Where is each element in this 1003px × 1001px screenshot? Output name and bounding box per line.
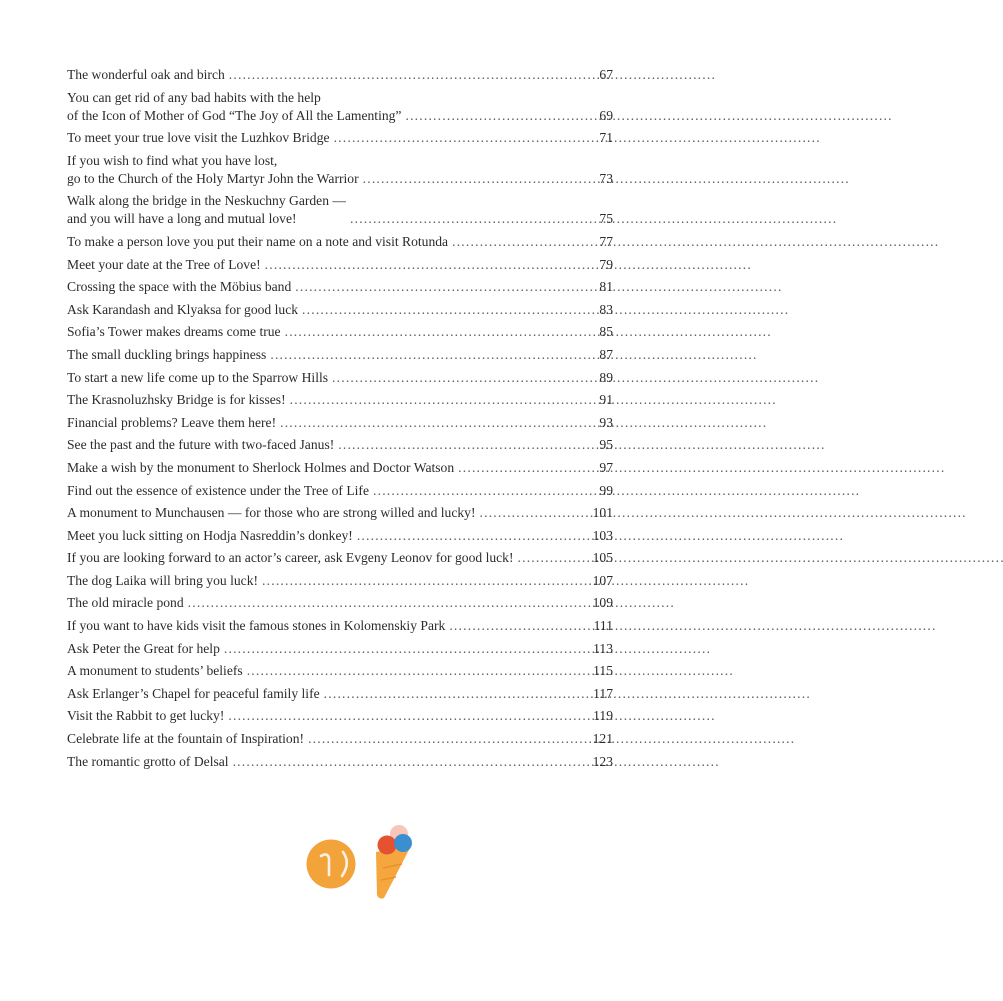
- toc-entry-page-number: 97: [599, 459, 613, 475]
- toc-entry-page-number: 91: [599, 392, 613, 408]
- toc-entry-title: Walk along the bridge in the Neskuchny Garden — and you will have a long and mutual love!: [67, 193, 347, 227]
- toc-entry-title: You can get rid of any bad habits with the help of the Icon of Mother of God “The Joy of All the Lamenting”: [67, 89, 402, 123]
- toc-entry-page-number: 79: [599, 256, 613, 272]
- toc-entry-title: If you wish to find what you have lost, go to the Church of the Holy Martyr John the Warrior: [67, 152, 359, 186]
- toc-entry-page-number: 67: [599, 67, 613, 82]
- toc-entry-title: A monument to Munchausen — for those who are strong willed and lucky!: [67, 505, 476, 521]
- toc-entry-page-number: 85: [599, 324, 613, 340]
- toc-entry-page-number: 123: [592, 753, 613, 769]
- toc-entry-title: Sofia’s Tower makes dreams come true: [67, 324, 281, 340]
- toc-entry-title: If you are looking forward to an actor’s career, ask Evgeny Leonov for good luck!: [67, 550, 514, 566]
- toc-entry-title: Financial problems? Leave them here!: [67, 414, 277, 430]
- toc-entry-page-number: 105: [592, 550, 613, 566]
- toc-entry-page-number: 115: [593, 663, 613, 679]
- toc-entry-title: Ask Karandash and Klyaksa for good luck: [67, 301, 299, 317]
- toc-entry-page-number: 99: [599, 482, 613, 498]
- toc-entry-title: The small duckling brings happiness: [67, 346, 267, 362]
- toc-entry-title: Find out the essence of existence under the Tree of Life: [67, 482, 369, 498]
- toc-entry-title: The old miracle pond: [67, 595, 184, 611]
- toc-entry-title: Make a wish by the monument to Sherlock Holmes and Doctor Watson: [67, 459, 455, 475]
- coin-icon: [307, 840, 356, 889]
- toc-entry-page-number: 121: [592, 731, 613, 747]
- toc-entry-page-number: 111: [593, 618, 613, 634]
- toc-entry-title: Visit the Rabbit to get lucky!: [67, 708, 225, 724]
- toc-entry-page-number: 73: [599, 170, 613, 186]
- toc-entry-page-number: 69: [599, 107, 613, 123]
- toc-entry-title: Ask Erlanger’s Chapel for peaceful family life: [67, 685, 320, 701]
- toc-entry-page-number: 95: [599, 437, 613, 453]
- toc-entry-title: The romantic grotto of Delsal: [67, 753, 229, 769]
- toc-entry-title: The wonderful oak and birch: [67, 67, 225, 82]
- toc-entry-title: To meet your true love visit the Luzhkov Bridge: [67, 130, 330, 146]
- toc-entry-title: The dog Laika will bring you luck!: [67, 572, 259, 588]
- toc-entry-title: To start a new life come up to the Sparrow Hills: [67, 369, 329, 385]
- toc-entry-page-number: 119: [593, 708, 613, 724]
- toc-entry-title: Crossing the space with the Möbius band: [67, 279, 292, 295]
- toc-entry-title: A monument to students’ beliefs: [67, 663, 243, 679]
- toc-entry-title: See the past and the future with two-faced Janus!: [67, 437, 335, 453]
- toc-entry-title: Meet your date at the Tree of Love!: [67, 256, 261, 272]
- toc-entry-title: If you want to have kids visit the famous stones in Kolomenskiy Park: [67, 618, 446, 634]
- toc-entry-page-number: 107: [592, 572, 613, 588]
- toc-entry-page-number: 113: [593, 640, 613, 656]
- toc-entry-title: The Krasnoluzhsky Bridge is for kisses!: [67, 392, 286, 408]
- toc-entry-page-number: 117: [593, 685, 613, 701]
- ice-cream-cone-icon: [376, 825, 412, 899]
- toc-entry-page-number: 71: [599, 130, 613, 146]
- toc-entry-page-number: 87: [599, 346, 613, 362]
- toc-entry-page-number: 77: [599, 233, 613, 249]
- toc-entry-page-number: 93: [599, 414, 613, 430]
- toc-entry-page-number: 103: [592, 527, 613, 543]
- toc-entry-page-number: 89: [599, 369, 613, 385]
- toc-entry-title: To make a person love you put their name on a note and visit Rotunda: [67, 233, 449, 249]
- toc-entry-page-number: 101: [592, 505, 613, 521]
- toc-entry-title: Celebrate life at the fountain of Inspiration!: [67, 731, 305, 747]
- toc-entry-page-number: 109: [592, 595, 613, 611]
- toc-entry-page-number: 83: [599, 301, 613, 317]
- toc-entry-page-number: 75: [599, 211, 613, 227]
- toc-entry-title: Ask Peter the Great for help: [67, 640, 220, 656]
- toc-entry-page-number: 81: [599, 279, 613, 295]
- toc-entry-title: Meet you luck sitting on Hodja Nasreddin’s donkey!: [67, 527, 353, 543]
